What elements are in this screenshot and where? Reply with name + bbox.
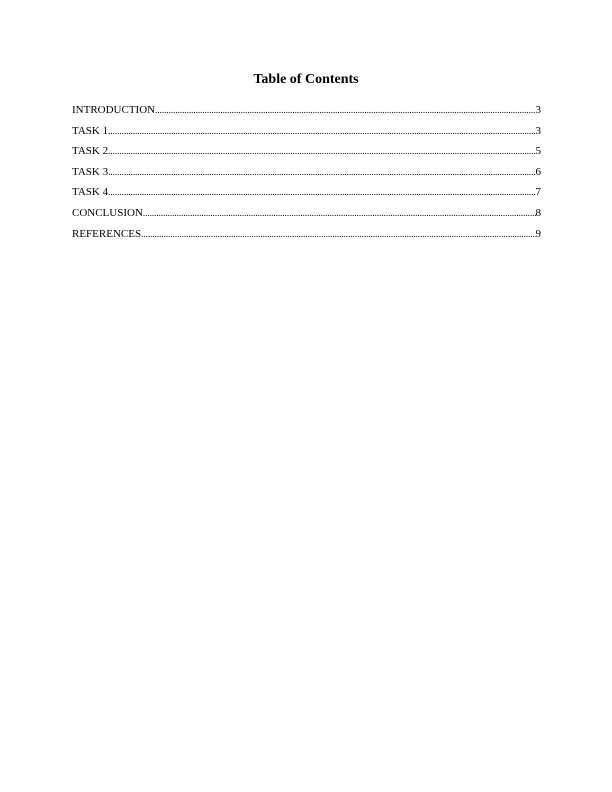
- toc-entry-page: 5: [535, 145, 541, 158]
- toc-entry-task-4[interactable]: [72, 182, 541, 203]
- toc-dot-leader: [108, 182, 535, 203]
- toc-dot-leader: [108, 121, 535, 142]
- toc-entry-conclusion[interactable]: [72, 203, 541, 224]
- toc-dot-leader: [143, 203, 536, 224]
- toc-entry-page: 7: [535, 186, 541, 199]
- toc-entry-label: TASK 3: [72, 165, 109, 178]
- toc-entry-label: REFERENCES: [72, 227, 142, 240]
- toc-list: [72, 100, 541, 244]
- toc-entry-label: TASK 1: [72, 124, 109, 137]
- toc-entry-label: TASK 4: [72, 186, 109, 199]
- toc-entry-label: TASK 2: [72, 145, 109, 158]
- toc-entry-page: 3: [535, 124, 541, 137]
- toc-entry-references[interactable]: [72, 224, 541, 245]
- toc-entry-label: INTRODUCTION: [72, 104, 156, 116]
- toc-dot-leader: [108, 162, 535, 183]
- toc-entry-introduction[interactable]: [72, 100, 541, 121]
- toc-entry-page: 3: [535, 104, 541, 116]
- toc-entry-task-3[interactable]: [72, 162, 541, 183]
- toc-dot-leader: [155, 100, 535, 121]
- toc-title: Table of Contents: [253, 72, 359, 87]
- toc-entry-label: CONCLUSION: [72, 206, 143, 219]
- toc-entry-page: 6: [535, 165, 541, 178]
- toc-dot-leader: [108, 141, 535, 162]
- toc-entry-page: 9: [535, 227, 541, 240]
- toc-entry-page: 8: [535, 206, 541, 219]
- toc-dot-leader: [141, 224, 535, 245]
- toc-entry-task-2[interactable]: [72, 141, 541, 162]
- toc-entry-task-1[interactable]: [72, 121, 541, 142]
